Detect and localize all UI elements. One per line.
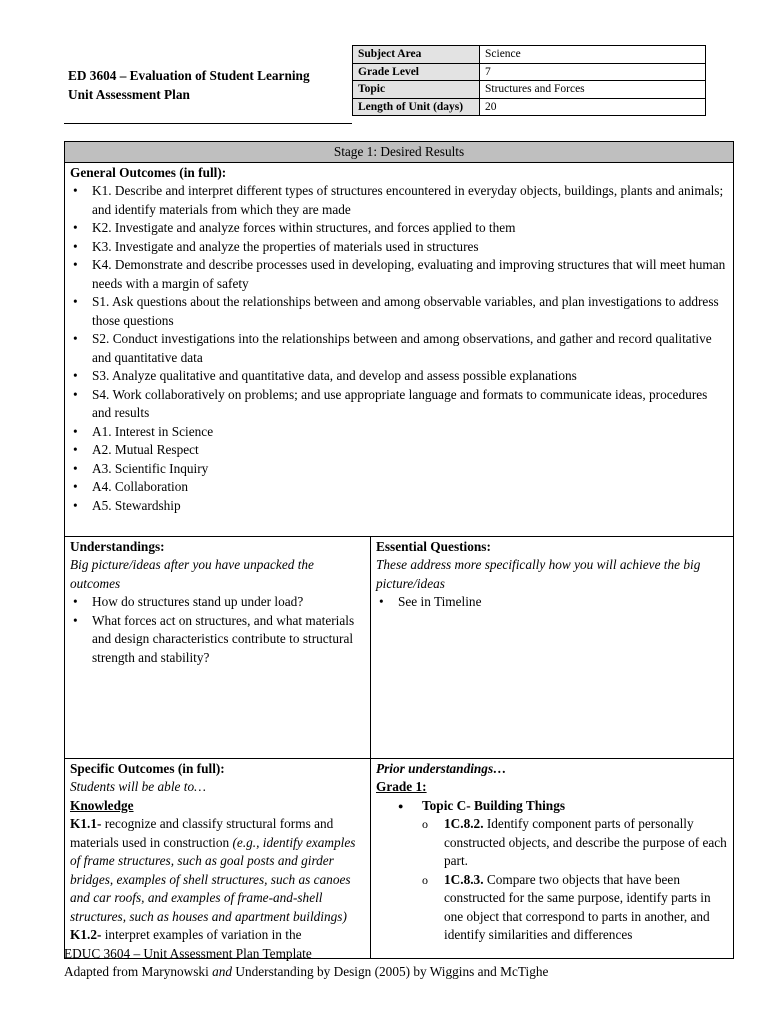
- list-item: • S4. Work collaboratively on problems; and use appropriate language and formats to communicate ideas, procedures and results: [70, 386, 728, 423]
- meta-row-subject: [353, 46, 706, 64]
- list-item: [422, 815, 728, 871]
- length-label: Length of Unit (days): [353, 98, 480, 116]
- specific-outcomes-subtitle: Students will be able to…: [70, 779, 206, 794]
- prior-outcomes-list: [422, 815, 728, 945]
- length-value: 20: [480, 98, 706, 116]
- meta-row-grade: [353, 63, 706, 81]
- meta-row-length: [353, 98, 706, 116]
- footer-line-1: EDUC 3604 – Unit Assessment Plan Template: [64, 946, 312, 961]
- essential-questions-cell: [371, 536, 734, 758]
- outcome-examples: (e.g., identify examples of frame structures, such as goal posts and girder bridges, examples of shell structures, such as canoes and car roofs, and examples of frame-and-shell structures, such as houses and apartment buildings): [70, 834, 356, 924]
- understandings-cell: [65, 536, 371, 758]
- list-item: • K1. Describe and interpret different types of structures encountered in everyday objects, buildings, plants and animals; and identify materials from which they are made: [70, 182, 728, 219]
- stage-1-table: [64, 141, 734, 959]
- outcome-text: recognize and classify structural forms and materials used in construction: [70, 816, 334, 850]
- list-item: • S3. Analyze qualitative and quantitative data, and develop and assess possible explanations: [70, 367, 728, 386]
- outcome-code: 1C.8.3.: [444, 871, 484, 887]
- meta-row-topic: [353, 81, 706, 99]
- outcome-k1-2: [70, 926, 365, 945]
- list-item: • What forces act on structures, and what materials and design characteristics contribute to structural strength and stability?: [70, 612, 365, 668]
- outcome-text: Compare two objects that have been constructed for the same purpose, identify parts in one object that correspond to parts in another, and identify similarities and differences: [444, 871, 711, 942]
- document-title-line-1: ED 3604 – Evaluation of Student Learning: [68, 68, 310, 83]
- understandings-row: [65, 536, 734, 758]
- outcome-k1-1: [70, 815, 365, 926]
- stage-1-heading: Stage 1: Desired Results: [65, 142, 734, 163]
- footer-line-2: [64, 963, 724, 981]
- specific-outcomes-cell: [65, 758, 371, 958]
- list-item: • K4. Demonstrate and describe processes used in developing, evaluating and improving structures that will meet human needs with a margin of safety: [70, 256, 728, 293]
- list-item: • S2. Conduct investigations into the relationships between and among observations, and gather and record qualitative and quantitative data: [70, 330, 728, 367]
- subject-area-value: Science: [480, 46, 706, 64]
- specific-outcomes-label: Specific Outcomes (in full):: [70, 760, 225, 776]
- general-outcomes-list: [70, 182, 728, 515]
- document-title: [68, 67, 348, 104]
- page-footer: [64, 945, 724, 980]
- list-item: • A1. Interest in Science: [70, 423, 728, 442]
- header-rule: [64, 123, 352, 124]
- footer-and: and: [212, 963, 233, 979]
- list-item: • A4. Collaboration: [70, 478, 728, 497]
- general-outcomes-label: General Outcomes (in full):: [70, 164, 227, 180]
- list-item: ● Topic C- Building Things: [398, 797, 728, 816]
- essential-questions-subtitle: These address more specifically how you will achieve the big picture/ideas: [376, 557, 701, 591]
- understandings-subtitle: Big picture/ideas after you have unpacked the outcomes: [70, 557, 314, 591]
- outcome-code: K1.2-: [70, 927, 102, 942]
- topic-label: Topic: [353, 81, 480, 99]
- specific-outcomes-row: [65, 758, 734, 958]
- prior-understandings-cell: [371, 758, 734, 958]
- list-item: [422, 871, 728, 945]
- grade-level-value: 7: [480, 63, 706, 81]
- list-item: • K3. Investigate and analyze the properties of materials used in structures: [70, 238, 728, 257]
- list-item: • How do structures stand up under load?: [70, 593, 365, 612]
- outcome-text: Identify component parts of personally constructed objects, and describe the purpose of each part.: [444, 816, 727, 868]
- grade-level-label: Grade Level: [353, 63, 480, 81]
- understandings-list: [70, 593, 365, 667]
- list-item: • See in Timeline: [376, 593, 728, 612]
- list-item: • S1. Ask questions about the relationships between and among observable variables, and plan investigations to address those questions: [70, 293, 728, 330]
- stage-1-header-row: [65, 142, 734, 163]
- outcome-code: K1.1-: [70, 816, 102, 831]
- outcome-code: 1C.8.2.: [444, 816, 484, 831]
- general-outcomes-row: [65, 162, 734, 536]
- general-outcomes-cell: [65, 162, 734, 536]
- essential-questions-list: [376, 593, 728, 612]
- grade-1-heading: Grade 1:: [376, 779, 427, 794]
- subject-area-label: Subject Area: [353, 46, 480, 64]
- list-item: • A5. Stewardship: [70, 497, 728, 516]
- document-title-line-2: Unit Assessment Plan: [68, 86, 190, 102]
- footer-text: Adapted from Marynowski: [64, 963, 213, 979]
- knowledge-heading: Knowledge: [70, 797, 134, 813]
- list-item: • A3. Scientific Inquiry: [70, 460, 728, 479]
- unit-meta-table: [352, 45, 706, 116]
- essential-questions-label: Essential Questions:: [376, 538, 491, 554]
- outcome-text: interpret examples of variation in the: [101, 927, 302, 942]
- prior-topic-list: [398, 797, 728, 816]
- prior-understandings-label: Prior understandings…: [376, 760, 507, 776]
- list-item: • K2. Investigate and analyze forces within structures, and forces applied to them: [70, 219, 728, 238]
- footer-text: Understanding by Design (2005) by Wiggins and McTighe: [232, 963, 549, 979]
- list-item: • A2. Mutual Respect: [70, 441, 728, 460]
- understandings-label: Understandings:: [70, 538, 165, 554]
- topic-value: Structures and Forces: [480, 81, 706, 99]
